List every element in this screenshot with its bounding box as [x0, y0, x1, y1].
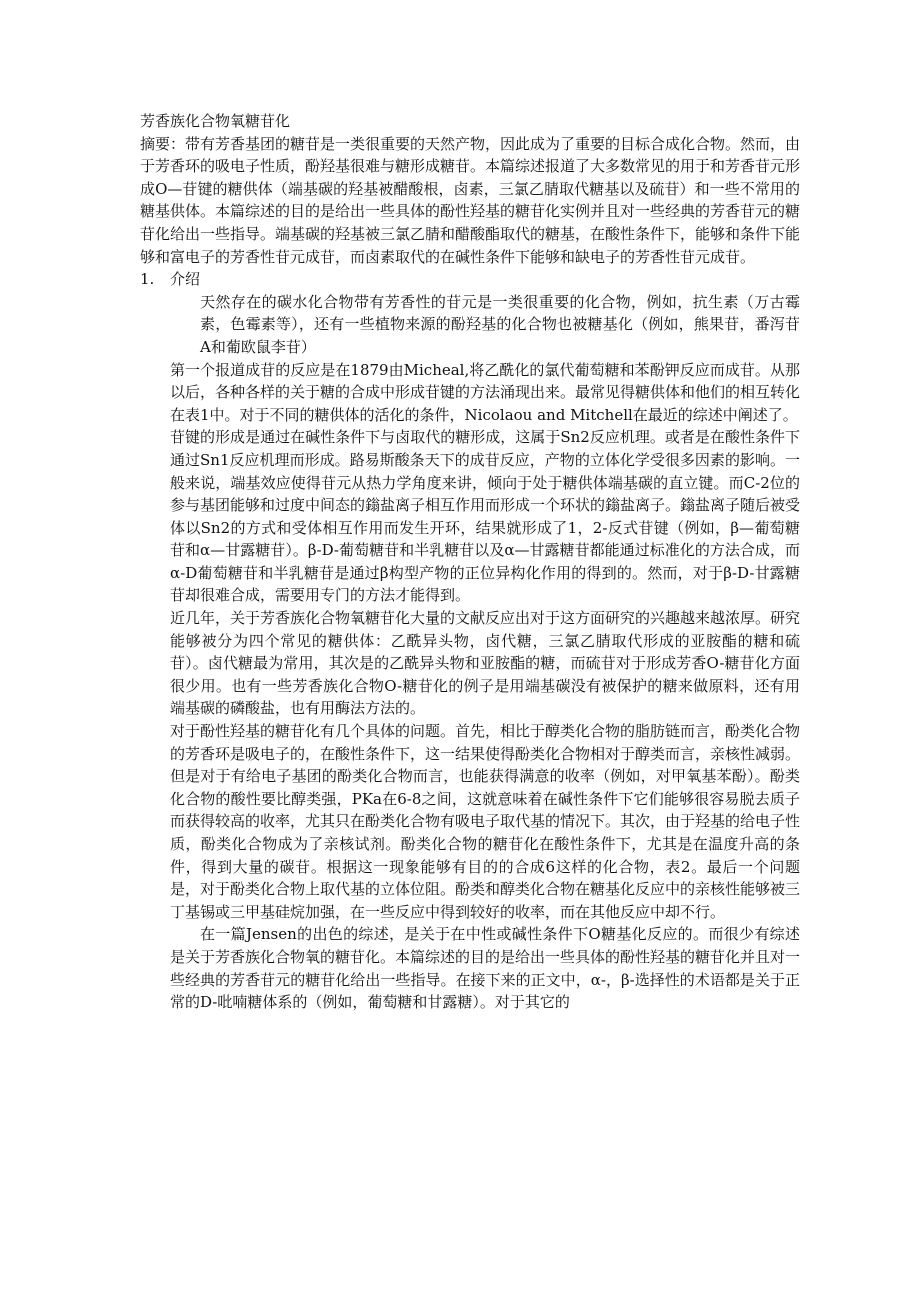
- paragraph-1: 天然存在的碳水化合物带有芳香性的苷元是一类很重要的化合物，例如，抗生素（万古霉素，色霉素等），还有一些植物来源的酚羟基的化合物也被糖基化（例如，熊果苷，番泻苷A和葡欧鼠李苷）: [200, 292, 800, 356]
- paragraph-4: 近几年，关于芳香族化合物氧糖苷化大量的文献反应出对于这方面研究的兴趣越来越浓厚。研究能够被分为四个常见的糖供体：乙酰异头物，卤代糖，三氯乙腈取代形成的亚胺酯的糖和硫苷）。卤代糖最为常用，其次是的乙酰异头物和亚胺酯的糖，而硫苷对于形成芳香O-糖苷化方面很少用。也有一些芳香族化合物O-糖苷化的例子是用端基碳没有被保护的糖来做原料，还有用端基碳的磷酸盐，也有用酶法方法的。: [170, 609, 801, 718]
- section-number: 1.: [140, 270, 155, 289]
- document-page: [140, 110, 800, 1014]
- paragraph-3: 苷键的形成是通过在碱性条件下与卤取代的糖形成，这属于Sn2反应机理。或者是在酸性条件下通过Sn1反应机理而形成。路易斯酸条天下的成苷反应，产物的立体化学受很多因素的影响。一般来说，端基效应使得苷元从热力学角度来讲，倾向于处于糖供体端基碳的直立键。而C-2位的参与基团能够和过度中间态的鎓盐离子相互作用而形成一个环状的鎓盐离子。鎓盐离子随后被受体以Sn2的方式和受体相互作用而发生开环，结果就形成了1，2-反式苷键（例如，β—葡萄糖苷和α—甘露糖苷）。β-D-葡萄糖苷和半乳糖苷以及α—甘露糖苷都能通过标准化的方法合成，而α-D葡萄糖苷和半乳糖苷是通过β构型产物的正位异构化作用的得到的。然而，对于β-D-甘露糖苷却很难合成，需要用专门的方法才能得到。: [170, 428, 801, 605]
- paragraph-2: 第一个报道成苷的反应是在1879由Micheal,将乙酰化的氯代葡萄糖和苯酚钾反应而成苷。从那以后，各种各样的关于糖的合成中形成苷键的方法涌现出来。最常见得糖供体和他们的相互转化在表1中。对于不同的糖供体的活化的条件，Nicolaou and Mitchell在最近的综述中阐述了。: [170, 360, 801, 424]
- document-title: 芳香族化合物氧糖苷化: [140, 112, 291, 130]
- section-title: 介绍: [170, 270, 201, 289]
- section-body: [140, 291, 800, 1014]
- abstract-paragraph: 摘要：带有芳香基团的糖苷是一类很重要的天然产物，因此成为了重要的目标合成化合物。然而，由于芳香环的吸电子性质，酚羟基很难与糖形成糖苷。本篇综述报道了大多数常见的用于和芳香苷元形成O—苷键的糖供体（端基碳的羟基被醋酸根，卤素，三氯乙腈取代糖基以及硫苷）和一些不常用的糖基供体。本篇综述的目的是给出一些具体的酚性羟基的糖苷化实例并且对一些经典的芳香苷元的糖苷化给出一些指导。端基碳的羟基被三氯乙腈和醋酸酯取代的糖基，在酸性条件下，能够和条件下能够和富电子的芳香性苷元成苷，而卤素取代的在碱性条件下能够和缺电子的芳香性苷元成苷。: [140, 134, 801, 266]
- paragraph-6: 在一篇Jensen的出色的综述，是关于在中性或碱性条件下O糖基化反应的。而很少有综述是关于芳香族化合物氧的糖苷化。本篇综述的目的是给出一些具体的酚性羟基的糖苷化并且对一些经典的芳香苷元的糖苷化给出一些指导。在接下来的正文中，α-，β-选择性的术语都是关于正常的D-吡喃糖体系的（例如，葡萄糖和甘露糖）。对于其它的: [170, 925, 801, 1012]
- paragraph-5: 对于酚性羟基的糖苷化有几个具体的问题。首先，相比于醇类化合物的脂肪链而言，酚类化合物的芳香环是吸电子的，在酸性条件下，这一结果使得酚类化合物相对于醇类而言，亲核性减弱。但是对于有给电子基团的酚类化合物而言，也能获得满意的收率（例如，对甲氧基苯酚）。酚类化合物的酸性要比醇类强，PKa在6-8之间，这就意味着在碱性条件下它们能够很容易脱去质子而获得较高的收率，尤其只在酚类化合物有吸电子取代基的情况下。其次，由于羟基的给电子性质，酚类化合物成为了亲核试剂。酚类化合物的糖苷化在酸性条件下，尤其是在温度升高的条件，得到大量的碳苷。根据这一现象能够有目的的合成6这样的化合物，表2。最后一个问题是，对于酚类化合物上取代基的立体位阻。酚类和醇类化合物在糖基化反应中的亲核性能够被三丁基锡或三甲基硅烷加强，在一些反应中得到较好的收率，而在其他反应中却不行。: [170, 722, 801, 921]
- section-heading: [140, 268, 800, 291]
